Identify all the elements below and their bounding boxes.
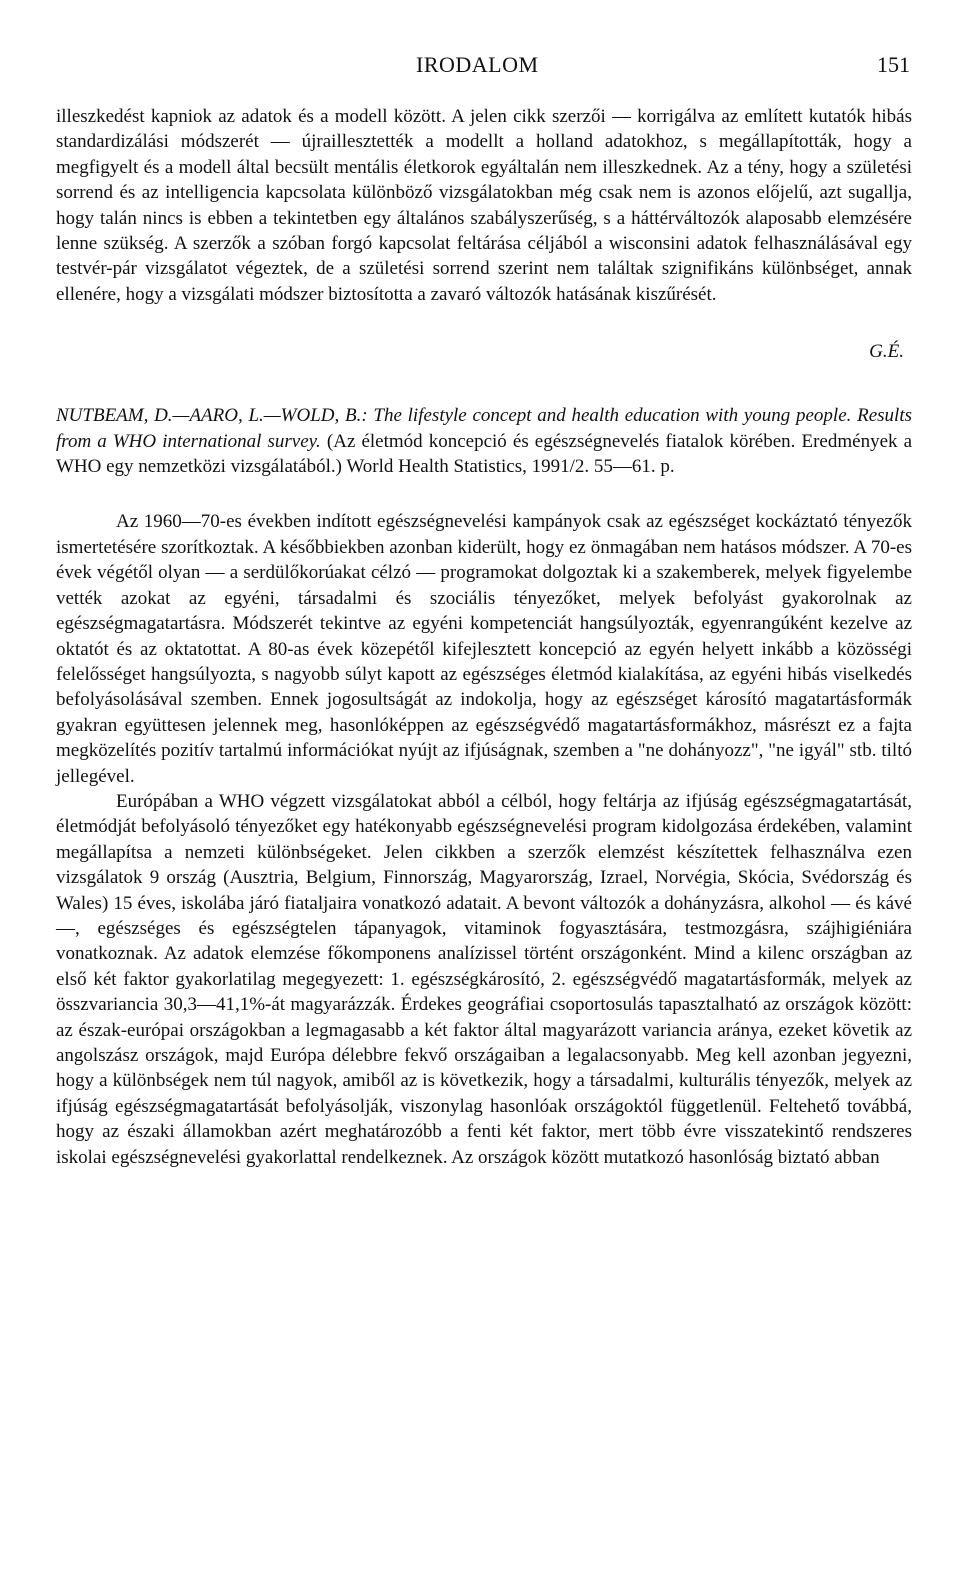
book-page — [56, 0, 912, 1170]
review-paragraph-1: Az 1960—70-es években indított egészségnevelési kampányok csak az egészséget kockáztató tényezők ismertetésére szorítkoztak. A későbbiekben azonban kiderült, hogy ez önmagában nem hatásos módszer. A 70-es évek végétől olyan — a serdülőkorúakat célzó — programokat dolgoztak ki a szakemberek, melyek figyelembe vették azokat az egyéni, társadalmi és szociális tényezőket, melyek befolyást gyakorolnak az egészségmagatartásra. Módszerét tekintve az egyéni kompetenciát hangsúlyozták, egyenrangúként kezelve az oktatót és az oktatottat. A 80-as évek közepétől kifejlesztett koncepció az egyén helyett inkább a közösségi felelősséget hangsúlyozta, s nagyobb súlyt kapott az egészséges életmód kialakítása, az egyéni hibás viselkedés befolyásolásával szemben. Ennek jogosultságát az indokolja, hogy az egészséget károsító magatartásformák gyakran együttesen jelennek meg, hasonlóképpen az egészségvédő magatartásformákhoz, másrészt ez a fajta megközelítés pozitív tartalmú információkat nyújt az ifjúságnak, szemben a "ne dohányozz", "ne igyál" stb. tiltó jellegével. — [56, 511, 912, 787]
review-paragraph-2: Európában a WHO végzett vizsgálatokat abból a célból, hogy feltárja az ifjúság egészségmagatartását, életmódját befolyásoló tényezőket egy hatékonyabb egészségnevelési program kidolgozása érdekében, valamint megállapítsa a nemzeti különbségeket. Jelen cikkben a szerzők elemzést készítettek felhasználva ezen vizsgálatok 9 ország (Ausztria, Belgium, Finnország, Magyarország, Izrael, Norvégia, Skócia, Svédország és Wales) 15 éves, iskolába járó fiataljaira vonatkozó adatait. A bevont változók a dohányzásra, alkohol — és kávé —, egészséges és egészségtelen tápanyagok, vitaminok fogyasztására, testmozgásra, szájhigiéniára vonatkoznak. Az adatok elemzése főkomponens analízissel történt országonként. Mind a kilenc országban az első két faktor gyakorlatilag megegyezett: 1. egészségkárosító, 2. egészségvédő magatartásformák, melyek az összvariancia 30,3—41,1%-át magyarázzák. Érdekes geográfiai csoportosulás tapasztalható az országok között: az észak-európai országokban a legmagasabb a két faktor által magyarázott variancia aránya, ezeket követik az angolszász országok, majd Európa délebbre fekvő országaiban a legalacsonyabb. Meg kell azonban jegyezni, hogy a különbségek nem túl nagyok, amiből az is következik, hogy a társadalmi, kulturális tényezők, melyek az ifjúság egészségmagatartását befolyásolják, viszonylag hasonlóak országoktól függetlenül. Feltehető továbbá, hogy az északi államokban azért meghatározóbb a fenti két faktor, mert több évre visszatekintő rendszeres iskolai egészségnevelési gyakorlattal rendelkeznek. Az országok között mutatkozó hasonlóság biztató abban — [56, 790, 912, 1168]
running-head-title: IRODALOM — [416, 52, 539, 77]
continuation-section — [56, 104, 912, 307]
author-signature: G.É. — [869, 341, 904, 363]
page-number: 151 — [877, 52, 910, 77]
running-head — [56, 48, 912, 88]
review-body — [56, 509, 912, 1170]
reference-details: (Az életmód koncepció és egészségnevelés fiatalok körében. Eredmények a WHO egy nemzetközi vizsgálatából.) World Health Statistics, 1991/2. 55—61. p. — [56, 430, 913, 478]
reference-title: The lifestyle concept and health education with young people. Results from a WHO international survey. — [56, 405, 913, 452]
bibliographic-reference — [56, 403, 912, 479]
reference-authors: NUTBEAM, D.—AARO, L.—WOLD, B.: — [56, 405, 368, 427]
continuation-paragraph: illeszkedést kapniok az adatok és a modell között. A jelen cikk szerzői — korrigálva az említett kutatók hibás standardizálási módszerét — újraillesztették a modellt a holland adatokhoz, s megállapították, hogy a megfigyelt és a modell által becsült mentális életkorok egyáltalán nem illeszkednek. Az a tény, hogy a születési sorrend és az intelligencia kapcsolata különböző vizsgálatokban még csak nem is azonos előjelű, azt sugallja, hogy talán nincs is ebben a tekintetben egy általános szabályszerűség, s a háttérváltozók alaposabb elemzésére lenne szükség. A szerzők a szóban forgó kapcsolat feltárása céljából a wisconsini adatok felhasználásával egy testvér-pár vizsgálatot végeztek, de a születési sorrend szerint nem találtak szignifikáns különbséget, annak ellenére, hogy a vizsgálati módszer biztosította a zavaró változók hatásának kiszűrését. — [56, 106, 912, 305]
